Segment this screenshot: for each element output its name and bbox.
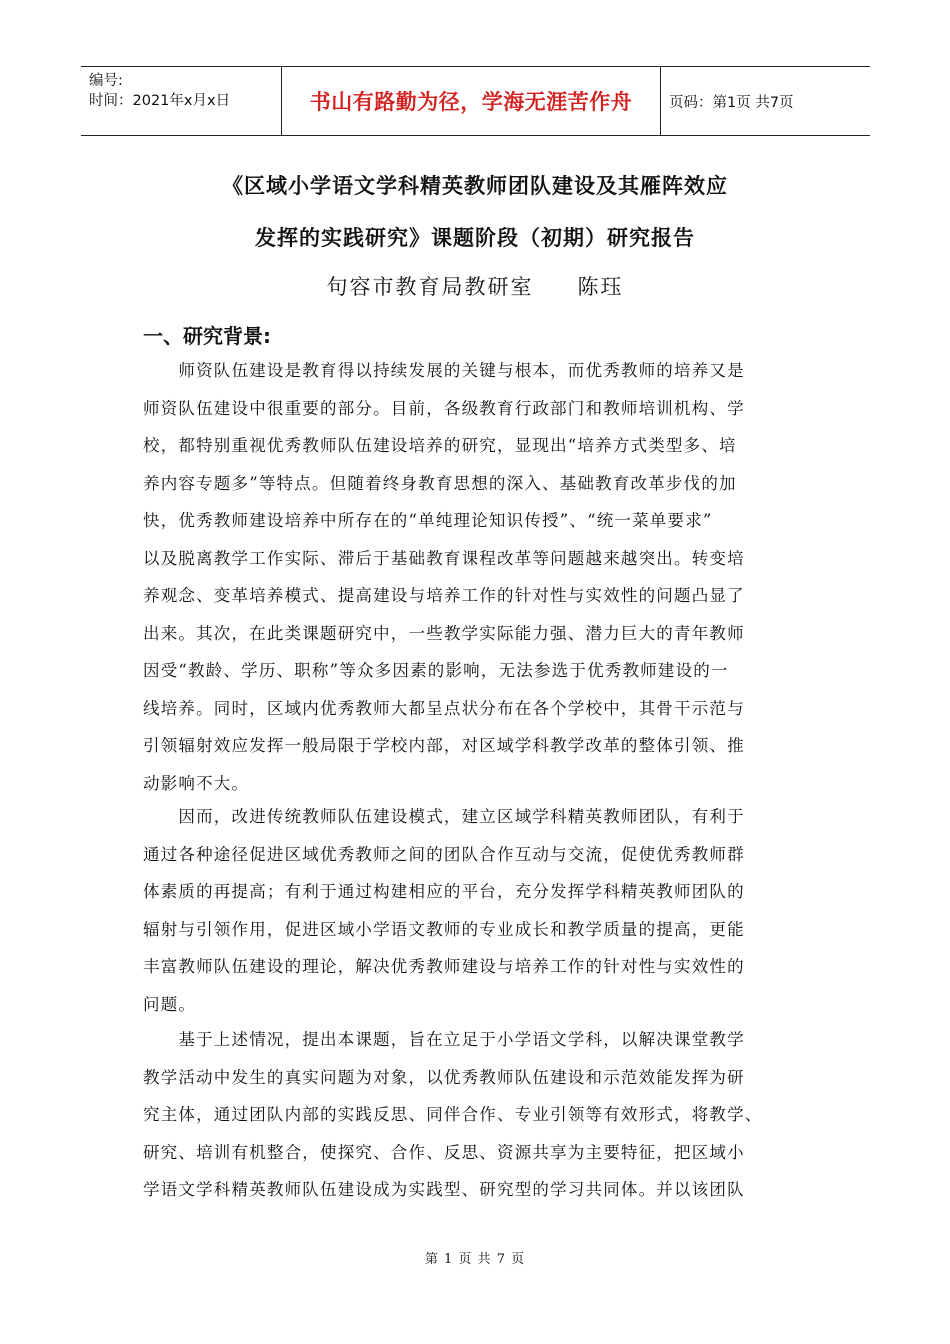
page-footer: 第 1 页 共 7 页 [424,1252,526,1267]
paragraph-line: 师资队伍建设中很重要的部分。目前，各级教育行政部门和教师培训机构、学 [143,398,745,418]
paragraph-line: 因而，改进传统教师队伍建设模式，建立区域学科精英教师团队，有利于 [143,807,745,826]
paragraph-line: 引领辐射效应发挥一般局限于学校内部，对区域学科教学改革的整体引领、推 [143,736,745,755]
document-title-line-2: 发挥的实践研究》课题阶段（初期）研究报告 [255,226,695,250]
header-left-cell [81,67,281,135]
paragraph-1 [143,352,808,802]
document-author-line [0,271,950,301]
document-title-line-1: 《区域小学语文学科精英教师团队建设及其雁阵效应 [222,174,728,198]
paragraph-line: 基于上述情况，提出本课题，旨在立足于小学语文学科，以解决课堂教学 [143,1030,745,1049]
paragraph-line: 教学活动中发生的真实问题为对象，以优秀教师队伍建设和示范效能发挥为研 [143,1067,745,1087]
document-number-label: 编号: [89,73,123,89]
paragraph-line: 动影响不大。 [143,773,250,793]
header-motto: 书山有路勤为径，学海无涯苦作舟 [309,90,633,114]
paragraph-line: 养内容专题多”等特点。但随着终身教育思想的深入、基础教育改革步伐的加 [143,473,737,493]
paragraph-line: 研究、培训有机整合，使探究、合作、反思、资源共享为主要特征，把区域小 [143,1142,745,1162]
paragraph-line: 学语文学科精英教师队伍建设成为实践型、研究型的学习共同体。并以该团队 [143,1180,745,1199]
section-heading-background: 一、研究背景: [143,324,271,348]
author-organization: 句容市教育局教研室 [326,275,534,299]
document-time-label: 时间：2021年x月x日 [89,93,231,109]
paragraph-line: 以及脱离教学工作实际、滞后于基础教育课程改革等问题越来越突出。转变培 [143,548,745,568]
paragraph-line: 养观念、变革培养模式、提高建设与培养工作的针对性与实效性的问题凸显了 [143,586,745,605]
paragraph-line: 问题。 [143,994,197,1014]
paragraph-line: 快，优秀教师建设培养中所存在的“单纯理论知识传授”、“统一菜单要求” [143,511,713,530]
paragraph-2 [143,798,808,1023]
header-page-label: 页码：第1页 共7页 [669,94,794,111]
paragraph-line: 校，都特别重视优秀教师队伍建设培养的研究，显现出“培养方式类型多、培 [143,436,737,455]
paragraph-line: 丰富教师队伍建设的理论，解决优秀教师建设与培养工作的针对性与实效性的 [143,957,745,976]
paragraph-3 [143,1021,808,1209]
paragraph-line: 师资队伍建设是教育得以持续发展的关键与根本，而优秀教师的培养又是 [143,361,745,380]
header-page-cell [661,67,870,135]
author-name: 陈珏 [577,275,624,299]
paragraph-line: 线培养。同时，区域内优秀教师大都呈点状分布在各个学校中，其骨干示范与 [143,698,745,718]
paragraph-line: 体素质的再提高；有利于通过构建相应的平台，充分发挥学科精英教师团队的 [143,882,745,901]
paragraph-line: 出来。其次，在此类课题研究中，一些教学实际能力强、潜力巨大的青年教师 [143,623,745,643]
paragraph-line: 通过各种途径促进区域优秀教师之间的团队合作互动与交流，促使优秀教师群 [143,844,745,864]
paragraph-line: 辐射与引领作用，促进区域小学语文教师的专业成长和教学质量的提高，更能 [143,919,745,939]
page-header-table [81,66,870,136]
header-motto-cell [281,67,661,135]
paragraph-line: 究主体，通过团队内部的实践反思、同伴合作、专业引领等有效形式，将教学、 [143,1105,763,1124]
paragraph-line: 因受“教龄、学历、职称”等众多因素的影响，无法参选于优秀教师建设的一 [143,661,729,680]
